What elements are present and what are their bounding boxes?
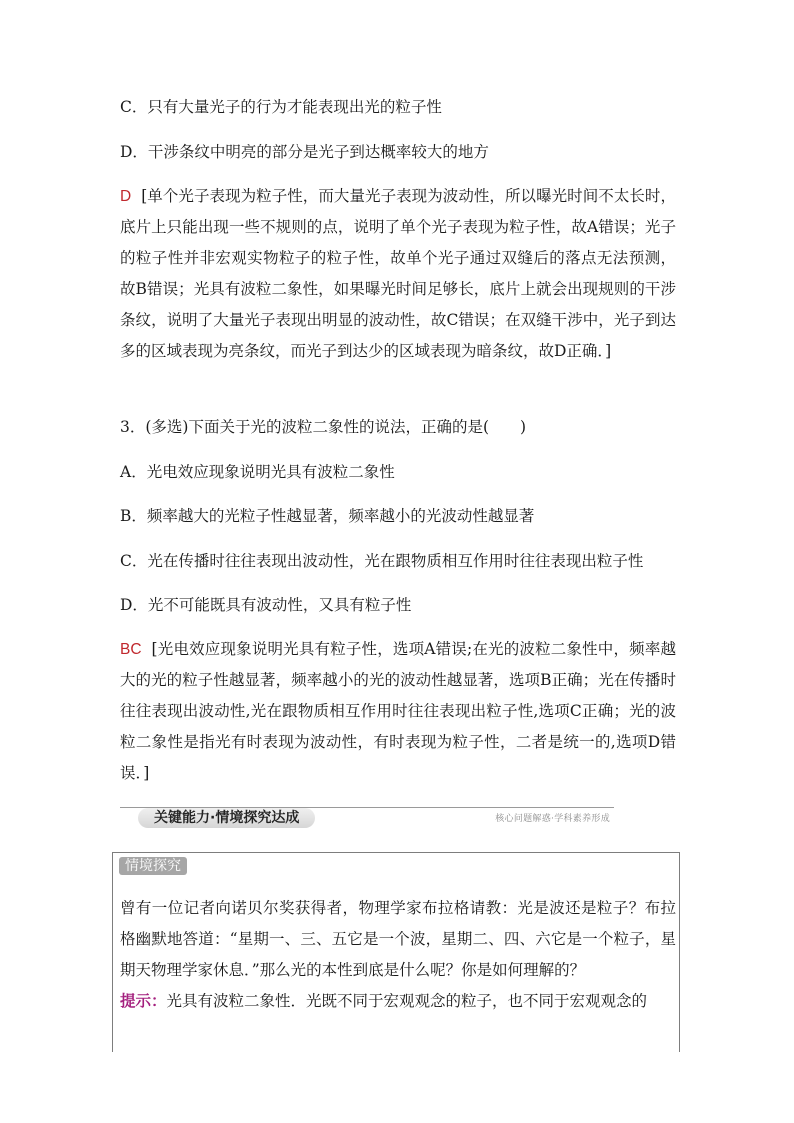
q2-explanation: [单个光子表现为粒子性，而大量光子表现为波动性，所以曝光时间不太长时，底片上只能出现一些不规则的点，说明了单个光子表现为粒子性，故A错误；光子的粒子性并非宏观实物粒子的粒子性，故单个光子通过双缝后的落点无法预测，故B错误；光具有波粒二象性，如果曝光时间足够长，底片上就会出现规则的干涉条纹，说明了大量光子表现出明显的波动性，故C错误；在双缝干涉中，光子到达多的区域表现为亮条纹，而光子到达少的区域表现为暗条纹，故D正确．] xyxy=(120,187,676,360)
q3-answer-block xyxy=(120,634,676,789)
q3-option-b: B．频率越大的光粒子性越显著，频率越小的光波动性越显著 xyxy=(120,507,535,525)
q2-answer-block xyxy=(120,181,676,367)
q3-option-d: D．光不可能既具有波动性，又具有粒子性 xyxy=(120,596,412,614)
scenario-text: 曾有一位记者向诺贝尔奖获得者，物理学家布拉格请教：光是波还是粒子？布拉格幽默地答道：“星期一、三、五它是一个波，星期二、四、六它是一个粒子，星期天物理学家休息．”那么光的本性到底是什么呢？你是如何理解的？ xyxy=(120,899,676,979)
scenario-tab: 情境探究 xyxy=(119,857,187,875)
scenario-box xyxy=(112,852,680,1052)
scenario-body xyxy=(120,893,676,1017)
q3-option-a: A．光电效应现象说明光具有波粒二象性 xyxy=(120,463,395,481)
hint-label: 提示： xyxy=(120,992,167,1010)
section-right-caption: 核心问题解惑·学科素养形成 xyxy=(495,814,610,824)
q3-stem: 3．(多选)下面关于光的波粒二象性的说法，正确的是( ) xyxy=(120,418,527,436)
q2-option-c: C．只有大量光子的行为才能表现出光的粒子性 xyxy=(120,98,442,116)
section-title: 关键能力·情境探究达成 xyxy=(138,808,315,828)
q2-answer-label: D xyxy=(120,188,132,205)
q3-answer-label: BC xyxy=(120,641,142,658)
hint-text: 光具有波粒二象性．光既不同于宏观观念的粒子，也不同于宏观观念的 xyxy=(166,992,648,1010)
q3-option-c: C．光在传播时往往表现出波动性，光在跟物质相互作用时往往表现出粒子性 xyxy=(120,552,644,570)
q2-option-d: D．干涉条纹中明亮的部分是光子到达概率较大的地方 xyxy=(120,143,489,161)
q3-explanation: [光电效应现象说明光具有粒子性，选项A错误;在光的波粒二象性中，频率越大的光的粒子性越显著，频率越小的光的波动性越显著，选项B正确；光在传播时往往表现出波动性,光在跟物质相互作用时往往表现出粒子性,选项C正确；光的波粒二象性是指光有时表现为波动性，有时表现为粒子性，二者是统一的,选项D错误．] xyxy=(120,640,676,782)
section-header-bar xyxy=(120,806,614,828)
